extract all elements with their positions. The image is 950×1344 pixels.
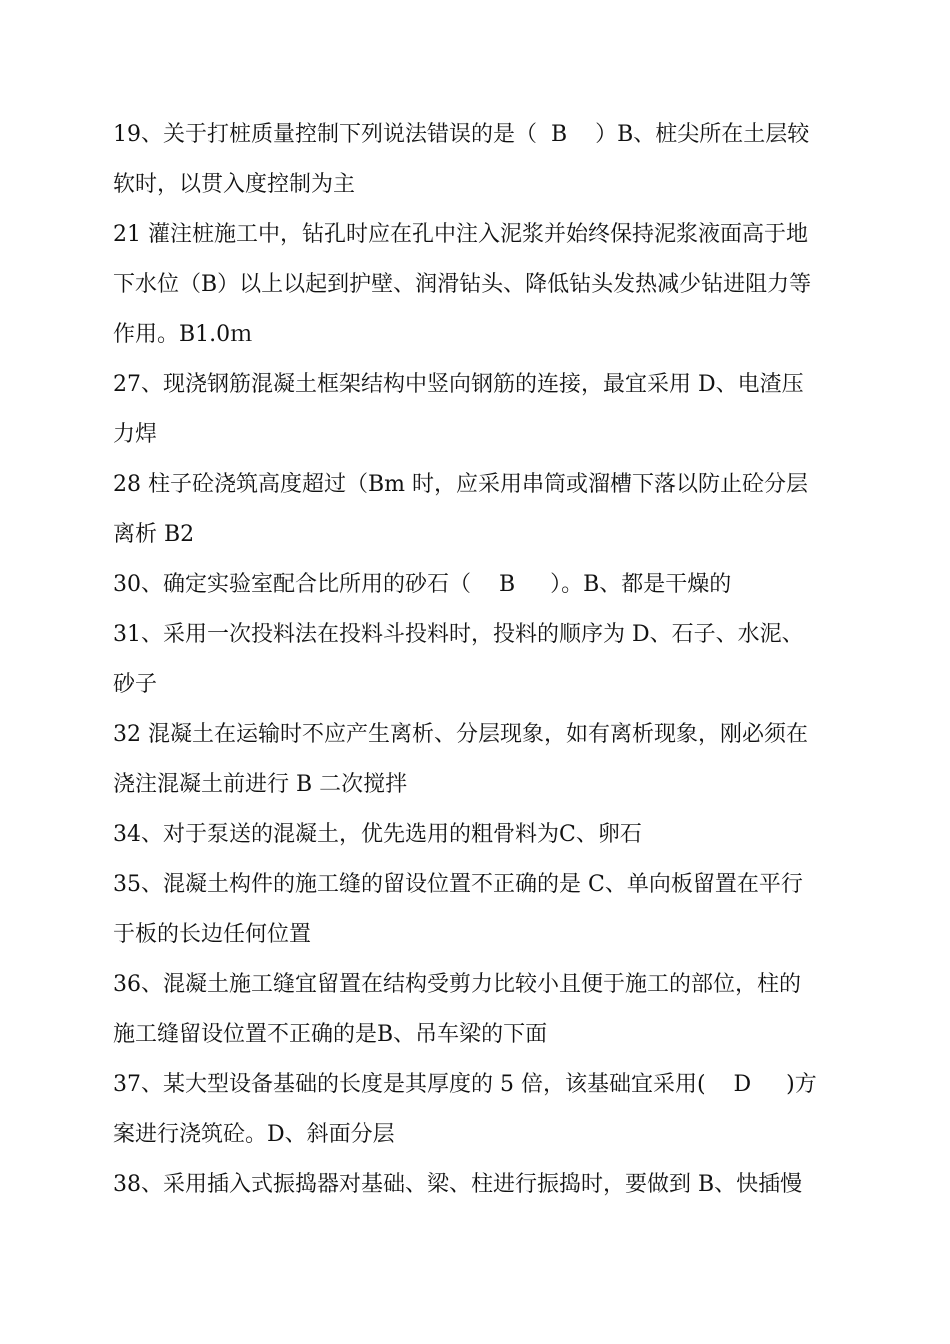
text-line: 30、确定实验室配合比所用的砂石（ B ）。B、都是干燥的: [113, 572, 732, 597]
text-line: 离析 B2: [113, 522, 195, 547]
text-line: 21 灌注桩施工中，钻孔时应在孔中注入泥浆并始终保持泥浆液面高于地: [113, 222, 808, 247]
text-line: 案进行浇筑砼。D、斜面分层: [113, 1122, 395, 1147]
text-line: 19、关于打桩质量控制下列说法错误的是（ B ）B、桩尖所在土层较: [113, 122, 810, 147]
text-line: 下水位（B）以上以起到护壁、润滑钻头、降低钻头发热减少钻进阻力等: [113, 272, 812, 297]
text-line: 37、某大型设备基础的长度是其厚度的 5 倍，该基础宜采用( D )方: [113, 1072, 817, 1097]
text-line: 32 混凝土在运输时不应产生离析、分层现象，如有离析现象，刚必须在: [113, 722, 808, 747]
text-line: 31、采用一次投料法在投料斗投料时，投料的顺序为 D、石子、水泥、: [113, 622, 804, 647]
text-line: 砂子: [113, 672, 158, 697]
text-line: 34、对于泵送的混凝土，优先选用的粗骨料为C、卵石: [113, 822, 642, 847]
document-text: [113, 110, 863, 1210]
text-line: 力焊: [113, 422, 158, 447]
text-line: 28 柱子砼浇筑高度超过（Bm 时，应采用串筒或溜槽下落以防止砼分层: [113, 472, 809, 497]
text-line: 作用。B1.0ｍ: [113, 322, 253, 347]
text-line: 软时，以贯入度控制为主: [113, 172, 356, 197]
text-line: 35、混凝土构件的施工缝的留设位置不正确的是 C、单向板留置在平行: [113, 872, 803, 897]
text-line: 27、现浇钢筋混凝土框架结构中竖向钢筋的连接，最宜采用 D、电渣压: [113, 372, 804, 397]
text-line: 浇注混凝土前进行 B 二次搅拌: [113, 772, 408, 797]
text-line: 于板的长边任何位置: [113, 922, 312, 947]
text-line: 36、混凝土施工缝宜留置在结构受剪力比较小且便于施工的部位，柱的: [113, 972, 801, 997]
text-line: 施工缝留设位置不正确的是B、吊车梁的下面: [113, 1022, 548, 1047]
text-line: 38、采用插入式振捣器对基础、梁、柱进行振捣时，要做到 B、快插慢: [113, 1172, 803, 1197]
